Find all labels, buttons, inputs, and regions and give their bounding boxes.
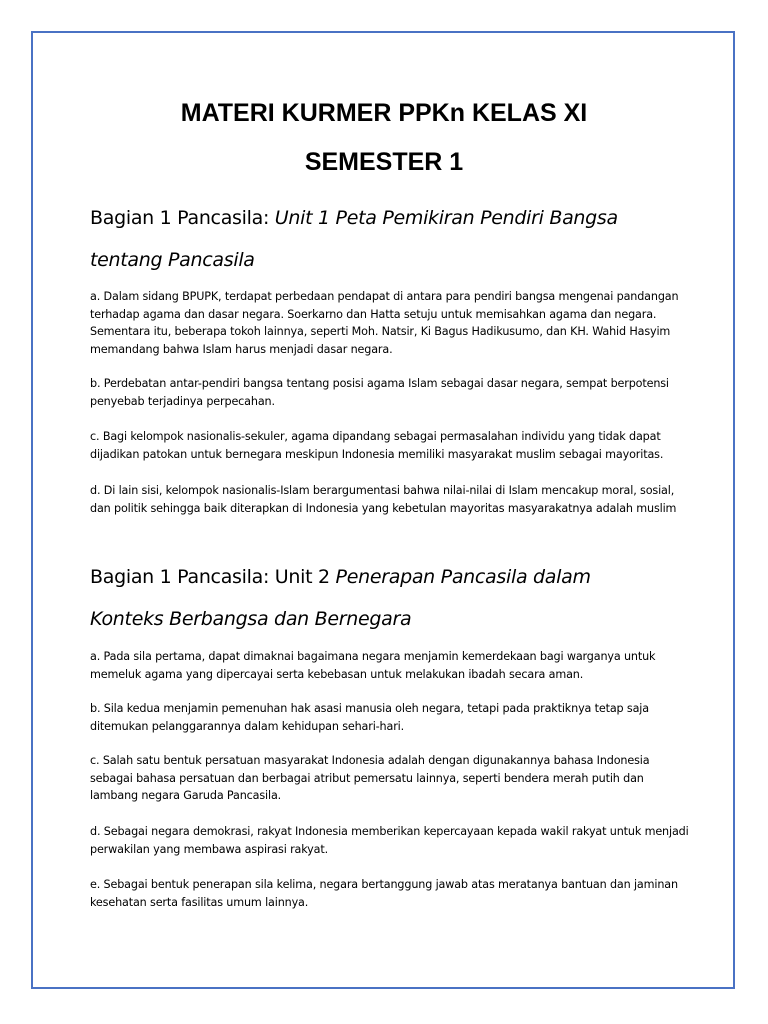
section-2-paragraph-a: a. Pada sila pertama, dapat dimaknai bagaimana negara menjamin kemerdekaan bagi warganya untuk memeluk agama yang dipercayai serta kebebasan untuk melakukan ibadah secara aman. [90,650,656,681]
section-1-heading-italic-line2: tentang Pancasila [90,249,255,271]
section-2-paragraph-b: b. Sila kedua menjamin pemenuhan hak asasi manusia oleh negara, tetapi pada praktiknya tetap saja ditemukan pelanggarannya dalam kehidupan sehari-hari. [90,702,649,733]
section-1-paragraph-b: b. Perdebatan antar-pendiri bangsa tentang posisi agama Islam sebagai dasar negara, sempat berpotensi penyebab terjadinya perpecahan. [90,377,669,408]
document-title-line2: SEMESTER 1 [304,148,464,176]
section-2-paragraph-e: e. Sebagai bentuk penerapan sila kelima, negara bertanggung jawab atas meratanya bantuan dan jaminan kesehatan serta fasilitas umum lainnya. [90,878,678,909]
section-2-heading-lead: Bagian 1 Pancasila: Unit 2 [90,566,336,588]
section-1-paragraph-d: d. Di lain sisi, kelompok nasionalis-Islam berargumentasi bahwa nilai-nilai di Islam mencakup moral, sosial, dan politik sehingga baik diterapkan di Indonesia yang kebetulan mayoritas masyarakatnya adalah muslim [90,484,677,515]
section-2-heading-italic-line2: Konteks Berbangsa dan Bernegara [90,608,412,630]
section-2-heading-italic-line1: Penerapan Pancasila dalam [335,566,591,588]
document-title-line1: MATERI KURMER PPKn KELAS XI [180,99,588,127]
section-2-heading [90,556,690,640]
section-1-paragraph-a: a. Dalam sidang BPUPK, terdapat perbedaan pendapat di antara para pendiri bangsa mengenai pandangan terhadap agama dan dasar negara. Soerkarno dan Hatta setuju untuk memisahkan agama dan negara. Sementara itu, beberapa tokoh lainnya, seperti Moh. Natsir, Ki Bagus Hadikusumo, dan KH. Wahid Hasyim memandang bahwa Islam harus menjadi dasar negara. [90,290,679,356]
section-1-heading [90,197,690,281]
section-1-paragraph-c: c. Bagi kelompok nasionalis-sekuler, agama dipandang sebagai permasalahan individu yang tidak dapat dijadikan patokan untuk bernegara meskipun Indonesia memiliki masyarakat muslim sebagai mayoritas. [90,430,664,461]
section-1-heading-italic-line1: Unit 1 Peta Pemikiran Pendiri Bangsa [274,207,618,229]
section-1-heading-lead: Bagian 1 Pancasila: [90,207,275,229]
section-2-paragraph-c: c. Salah satu bentuk persatuan masyarakat Indonesia adalah dengan digunakannya bahasa Indonesia sebagai bahasa persatuan dan berbagai atribut pemersatu lainnya, seperti bendera merah putih dan lambang negara Garuda Pancasila. [90,754,650,802]
section-2-paragraph-d: d. Sebagai negara demokrasi, rakyat Indonesia memberikan kepercayaan kepada wakil rakyat untuk menjadi perwakilan yang membawa aspirasi rakyat. [90,825,689,856]
